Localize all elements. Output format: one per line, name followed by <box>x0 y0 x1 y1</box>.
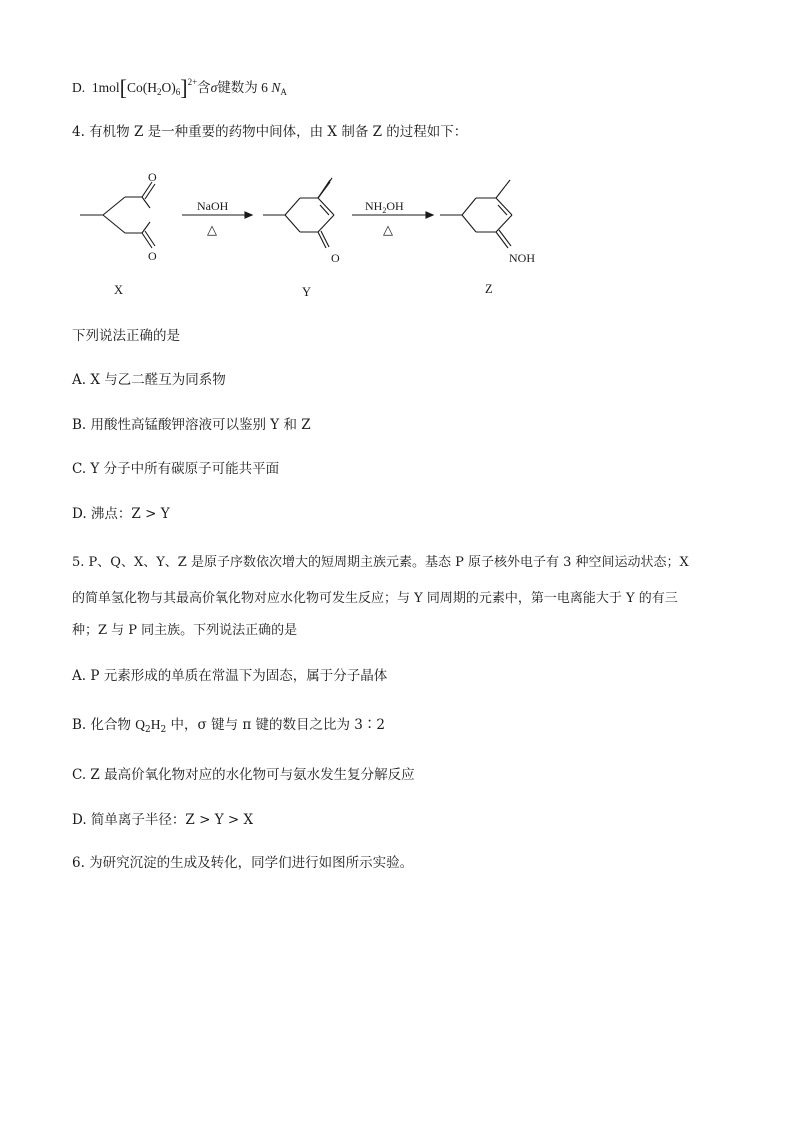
q5-stem-line-2: 的简单氢化物与其最高价氧化物对应水化物可发生反应；与 Y 同周期的元素中，第一电离能大于 Y 的有三 <box>72 591 678 606</box>
label-x: X <box>114 283 124 297</box>
q4-option-c: C. Y 分子中所有碳原子可能共平面 <box>72 461 280 477</box>
q5-option-c: C. Z 最高价氧化物对应的水化物可与氨水发生复分解反应 <box>72 767 415 783</box>
avogadro: N <box>271 80 281 95</box>
formula-h: H <box>150 717 161 732</box>
condition-2: △ <box>383 222 393 237</box>
q6-stem: 6. 为研究沉淀的生成及转化，同学们进行如图所示实验。 <box>72 855 414 871</box>
q5-option-a: A. P 元素形成的单质在常温下为固态，属于分子晶体 <box>72 668 388 684</box>
charge: 2+ <box>187 77 198 87</box>
q5-option-d: D. 简单离子半径：Z > Y > X <box>72 812 254 828</box>
q4-option-d: D. 沸点：Z > Y <box>72 506 170 522</box>
molecule-y <box>263 178 334 248</box>
q4-option-a: A. X 与乙二醛互为同系物 <box>72 372 226 388</box>
q4-option-b: B. 用酸性高锰酸钾溶液可以鉴别 Y 和 Z <box>72 417 311 433</box>
molecule-x <box>80 182 155 248</box>
label-z: Z <box>485 282 493 296</box>
reaction-scheme <box>0 160 794 320</box>
cobalt: Co <box>126 80 143 95</box>
option-label: D. <box>72 80 86 95</box>
reagent-2: $NH_2OH$ <box>365 199 404 215</box>
q4-stem: 4. 有机物 Z 是一种重要的药物中间体，由 X 制备 Z 的过程如下： <box>72 124 468 140</box>
formula-q: Q <box>135 717 146 732</box>
x-carbonyl-o-bottom: O <box>148 249 157 263</box>
q4-question: 下列说法正确的是 <box>72 328 180 344</box>
sigma-symbol: σ <box>210 80 218 95</box>
q5-stem-line-3: 种；Z 与 P 同主族。下列说法正确的是 <box>72 623 298 638</box>
molecule-z <box>440 180 512 248</box>
condition-1: △ <box>207 222 217 237</box>
label-y: Y <box>302 285 312 299</box>
q5-option-b: B. 化合物 $Q_2H_2$ 中，σ 键与 π 键的数目之比为 3∶2 <box>72 717 385 735</box>
reagent-1: NaOH <box>197 199 229 213</box>
x-carbonyl-o-top: O <box>148 170 157 184</box>
y-carbonyl-o: O <box>331 251 340 265</box>
q5-stem-line-1: 5. P、Q、X、Y、Z 是原子序数依次增大的短周期主族元素。基态 P 原子核外电子有 3 种空间运动状态；X <box>72 555 689 570</box>
z-oxime: NOH <box>509 251 535 265</box>
amount: 1mol <box>91 80 120 95</box>
q3-option-d: D. $1mol[Co(H_2O)_6]^{2+}$含σ键数为 6 $N_A$ <box>72 75 287 100</box>
